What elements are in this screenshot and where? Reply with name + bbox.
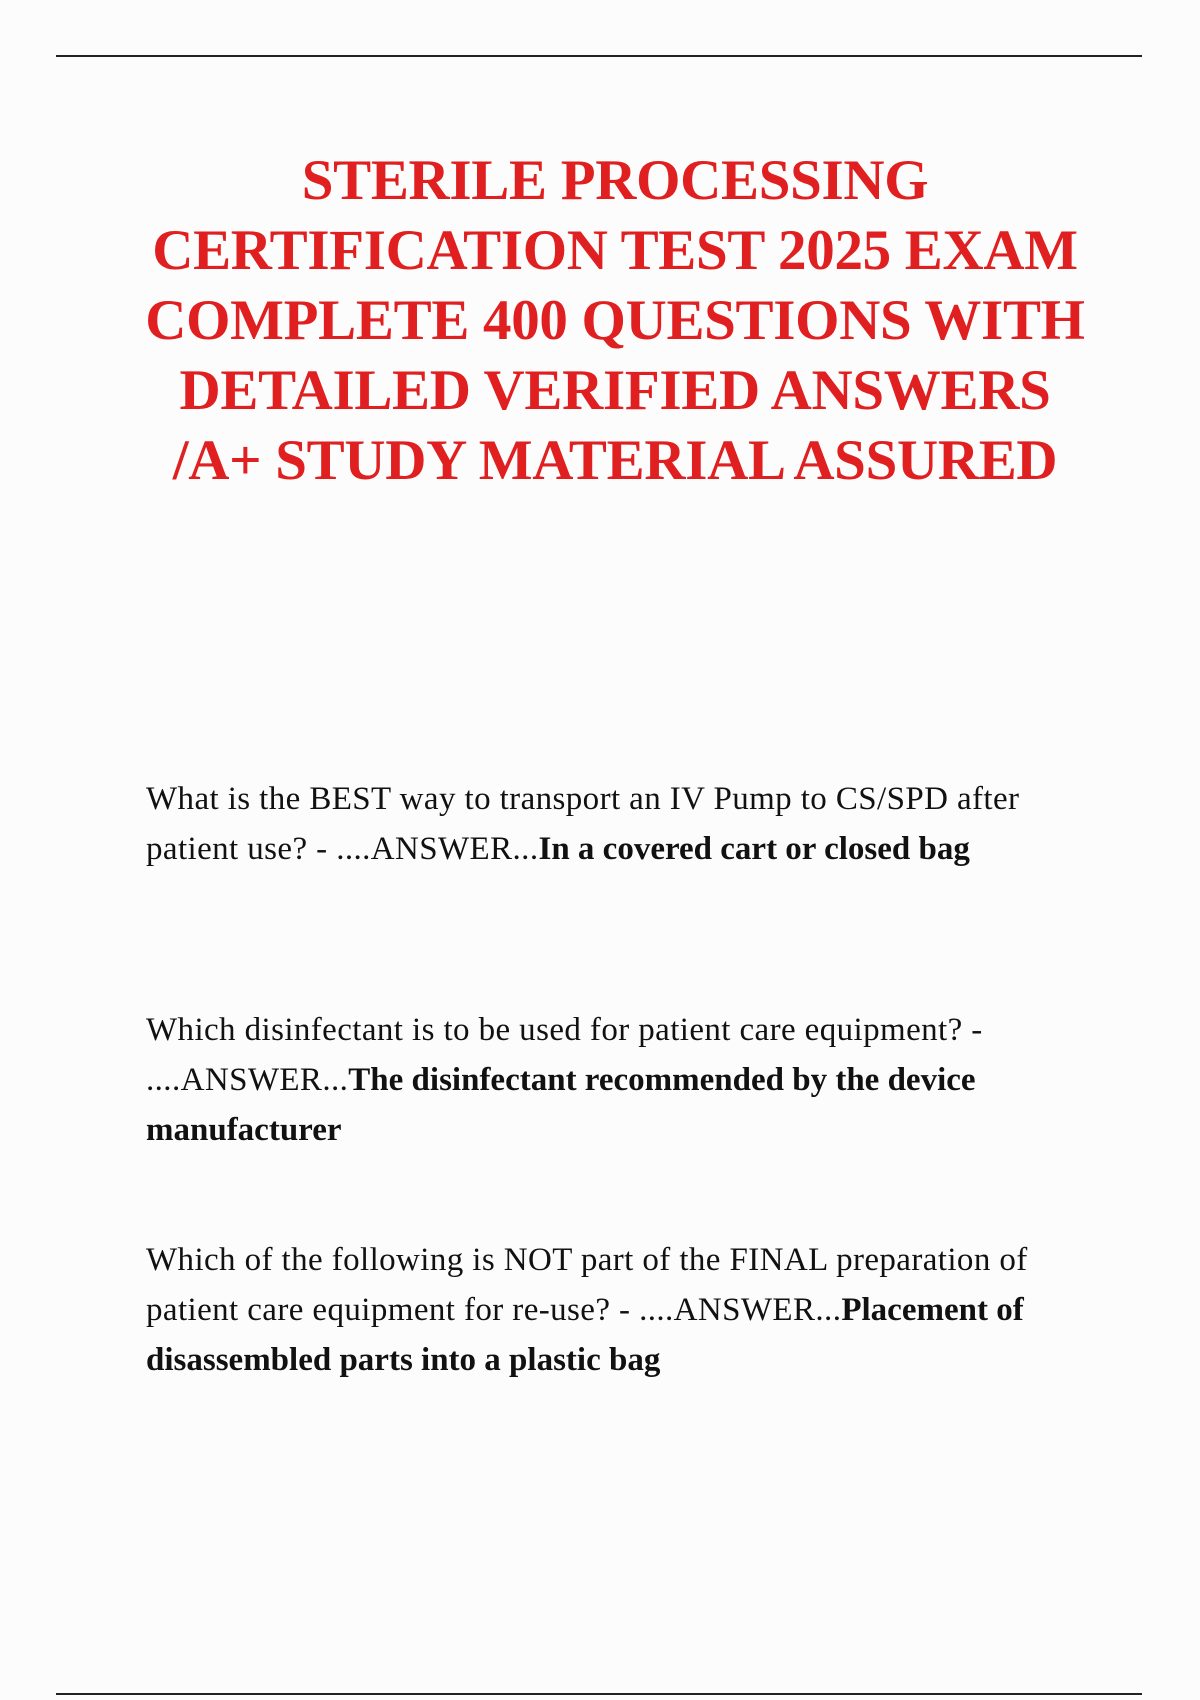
question-text: What is the BEST way to transport an IV Pump to CS/SPD after patient use? (146, 781, 1020, 867)
title-line-5: /A+ STUDY MATERIAL ASSURED (172, 429, 1058, 492)
bottom-rule (56, 1693, 1142, 1695)
answer-text: The disinfectant recommended by the device manufacturer (146, 1062, 976, 1148)
title-line-4: DETAILED VERIFIED ANSWERS (179, 359, 1051, 422)
question-text: Which disinfectant is to be used for patient care equipment? (146, 1012, 963, 1048)
qa-item (146, 1235, 1066, 1385)
title-line-2: CERTIFICATION TEST 2025 EXAM (152, 219, 1078, 282)
answer-marker: - ....ANSWER... (610, 1292, 842, 1328)
document-title (120, 146, 1110, 496)
qa-item (146, 774, 1066, 874)
answer-text: In a covered cart or closed bag (538, 831, 970, 867)
title-line-3: COMPLETE 400 QUESTIONS WITH (145, 289, 1085, 352)
answer-marker: - ....ANSWER... (146, 1012, 983, 1098)
title-line-1: STERILE PROCESSING (301, 149, 929, 212)
answer-text: Placement of disassembled parts into a plastic bag (146, 1292, 1024, 1378)
answer-marker: - ....ANSWER... (307, 831, 539, 867)
top-rule (56, 55, 1142, 57)
qa-item (146, 1005, 1066, 1155)
question-text: Which of the following is NOT part of the FINAL preparation of patient care equipment for re-use? (146, 1242, 1028, 1328)
